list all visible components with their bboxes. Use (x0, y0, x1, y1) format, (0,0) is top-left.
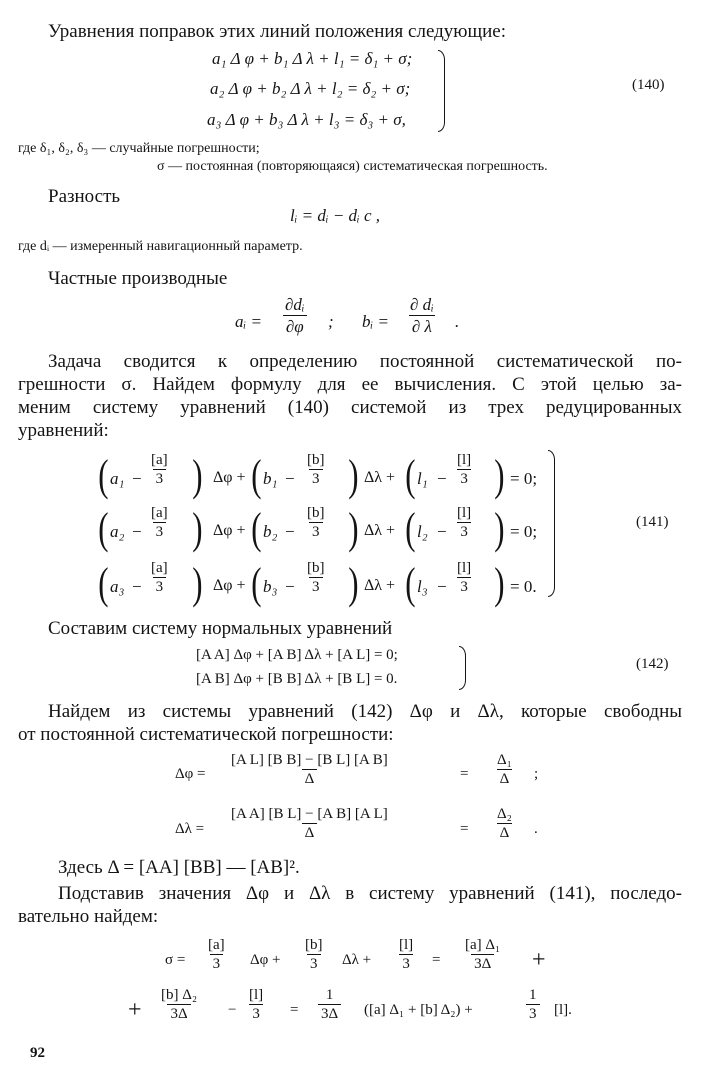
eq141-row3-frac-a-num: [a] (151, 560, 168, 576)
para2-line1: Найдем из системы уравнений (142) Δφ и Δλ, которые свободны (48, 701, 682, 722)
eq141-row1-frac-b (304, 452, 328, 489)
eq141-row2-paren-close-b: ) (348, 504, 359, 553)
eq141-row3-end: = 0. (510, 577, 537, 596)
dphi-frac (228, 752, 391, 789)
dlam-end: . (534, 821, 538, 837)
dphi-frac2 (494, 752, 515, 789)
para1-line1: Задача сводится к определению постоянной систематической по- (48, 351, 682, 372)
eq141-row3-minus-a: − (132, 577, 142, 596)
final1-f4 (462, 937, 503, 974)
para3-line2: вательно найдем: (18, 906, 159, 927)
eq141-row1-dphi: Δφ + (213, 469, 246, 486)
eq141-row3-dphi: Δφ + (213, 577, 246, 594)
eq141-row1-minus-b: − (285, 469, 295, 488)
eq141-row2-dlam: Δλ + (364, 522, 396, 539)
eq141-row2-frac-l-num: [l] (457, 505, 472, 521)
final1-f1 (205, 937, 228, 974)
eq141-row3-paren-open-l: ( (405, 559, 416, 608)
final2-f1-num: [b] Δ₂ (161, 987, 198, 1003)
eq141-row2-l: l₂ (417, 522, 428, 541)
eq141-row2-frac-b-num: [b] (307, 505, 325, 521)
eq141-row2-a: a₂ (110, 522, 125, 541)
delta-definition: Здесь Δ = [AA] [BB] — [AB]². (58, 857, 300, 878)
eq-a-lhs: aᵢ = (235, 312, 262, 331)
normal-title: Составим систему нормальных уравнений (48, 618, 393, 639)
eq141-row3-frac-b (304, 560, 328, 597)
dlam-den: Δ (302, 823, 318, 843)
final2-f1 (158, 987, 200, 1024)
eq141-row1-frac-a (148, 452, 171, 489)
dlam-lhs: Δλ = (175, 821, 205, 837)
eq141-row1-frac-a-num: [a] (151, 452, 168, 468)
final2-f4 (526, 987, 540, 1024)
dlam-eq: = (460, 821, 469, 837)
eq-ab-end: . (455, 312, 460, 331)
eq140-number: (140) (632, 77, 665, 93)
eq141-row3-frac-a (148, 560, 171, 597)
para3-line1: Подставив значения Δφ и Δλ в систему уравнений (141), последо- (58, 883, 682, 904)
eq140-line1: a₁ Δ φ + b₁ Δ λ + l₁ = δ₁ + σ; (212, 49, 413, 68)
eq141-row2-b: b₂ (263, 522, 278, 541)
eq141-row3-frac-l-num: [l] (457, 560, 472, 576)
eq141-row2-minus-a: − (132, 522, 142, 541)
final2-eq: = (290, 1002, 299, 1018)
frac-a-num: ∂dᵢ (285, 295, 305, 314)
dlam-num2: Δ₂ (497, 806, 512, 822)
eq141-row3-frac-l-den: 3 (457, 577, 471, 597)
eq141-row2-frac-a-den: 3 (153, 522, 167, 542)
eq141-row2-frac-b-den: 3 (309, 522, 323, 542)
eq141-row3-l: l₃ (417, 577, 428, 596)
final1-f1-num: [a] (208, 937, 225, 953)
eq141-row1-frac-a-den: 3 (153, 469, 167, 489)
eq141-row1-frac-b-num: [b] (307, 452, 325, 468)
final2-tail: [l]. (554, 1002, 572, 1018)
eq141-row2-frac-a-num: [a] (151, 505, 168, 521)
eq-l: lᵢ = dᵢ − dᵢ c , (290, 206, 381, 225)
dlam-num: [A A] [B L] − [A B] [A L] (231, 806, 388, 822)
final1-lhs: σ = (165, 952, 186, 968)
para1-line2: грешности σ. Найдем формулу для ее вычисления. С этой целью за- (18, 374, 682, 395)
eq141-row3-frac-b-num: [b] (307, 560, 325, 576)
final1-f3-den: 3 (399, 954, 413, 974)
eq141-row2-frac-a (148, 505, 171, 542)
eq141-row3-paren-close-b: ) (348, 559, 359, 608)
eq141-row1-paren-close-b: ) (348, 451, 359, 500)
final2-f2-num: [l] (249, 987, 264, 1003)
frac-b (407, 295, 437, 337)
raznost-label: Разность (48, 186, 121, 207)
eq141-row1-frac-l-num: [l] (457, 452, 472, 468)
final2-f4-den: 3 (526, 1004, 540, 1024)
eq141-brace (548, 450, 555, 597)
frac-b-num: ∂ dᵢ (410, 295, 434, 314)
final2-plus: + (128, 997, 142, 1023)
eq141-row1-frac-b-den: 3 (309, 469, 323, 489)
eq141-row3-frac-l (454, 560, 474, 597)
eq141-row1-b: b₁ (263, 469, 278, 488)
dphi-lhs: Δφ = (175, 766, 206, 782)
eq141-row3-paren-close-l: ) (494, 559, 505, 608)
final1-f4-num: [a] Δ₁ (465, 937, 501, 953)
final1-eq: = (432, 952, 441, 968)
dphi-end: ; (534, 766, 539, 782)
eq141-row1-end: = 0; (510, 469, 538, 488)
where-sigma: σ — постоянная (повторяющаяся) систематическая погрешность. (157, 159, 548, 174)
eq141-row1-frac-l-den: 3 (457, 469, 471, 489)
eq141-row2-paren-open-a: ( (98, 504, 109, 553)
eq141-row3-minus-l: − (437, 577, 447, 596)
dphi-eq: = (460, 766, 469, 782)
dphi-den2: Δ (497, 769, 513, 789)
final2-f3-num: 1 (325, 987, 334, 1003)
eq141-row1-paren-open-l: ( (405, 451, 416, 500)
eq142-line1: [A A] Δφ + [A B] Δλ + [A L] = 0; (196, 647, 398, 663)
dphi-num: [A L] [B B] − [B L] [A B] (231, 752, 388, 768)
eq-b-lhs: bᵢ = (362, 312, 389, 331)
page-number: 92 (30, 1045, 45, 1061)
eq141-row2-minus-l: − (437, 522, 447, 541)
final1-t2: Δλ + (342, 952, 372, 968)
eq141-row1-l: l₁ (417, 469, 428, 488)
eq141-row1-paren-open-a: ( (98, 451, 109, 500)
eq141-row2-paren-open-l: ( (405, 504, 416, 553)
eq141-row2-frac-l-den: 3 (457, 522, 471, 542)
final2-f2 (246, 987, 266, 1024)
eq141-row2-paren-close-a: ) (192, 504, 203, 553)
final1-t1: Δφ + (250, 952, 281, 968)
eq141-row1-paren-close-l: ) (494, 451, 505, 500)
eq141-row3-paren-open-a: ( (98, 559, 109, 608)
eq-ab-sep: ; (328, 312, 334, 331)
eq141-row3-minus-b: − (285, 577, 295, 596)
eq141-row1-minus-a: − (132, 469, 142, 488)
eq141-row2-dphi: Δφ + (213, 522, 246, 539)
dlam-den2: Δ (497, 823, 513, 843)
dphi-den: Δ (302, 769, 318, 789)
eq141-row2-end: = 0; (510, 522, 538, 541)
eq141-row3-dlam: Δλ + (364, 577, 396, 594)
dlam-frac (228, 806, 391, 843)
para1-line3: меним систему уравнений (140) системой из трех редуцированных (18, 397, 682, 418)
eq141-number: (141) (636, 514, 669, 530)
dphi-num2: Δ₁ (497, 752, 512, 768)
eq140-brace (438, 50, 445, 132)
eq141-row2-paren-open-b: ( (251, 504, 262, 553)
eq141-row3-b: b₃ (263, 577, 278, 596)
eq141-row2-minus-b: − (285, 522, 295, 541)
final2-f2-den: 3 (249, 1004, 263, 1024)
final1-f4-den: 3Δ (471, 954, 494, 974)
eq141-row3-frac-a-den: 3 (153, 577, 167, 597)
final1-f3 (396, 937, 416, 974)
eq142-brace (459, 646, 466, 690)
eq141-row1-paren-open-b: ( (251, 451, 262, 500)
final1-f2 (302, 937, 326, 974)
frac-a-den: ∂φ (283, 315, 307, 337)
final2-f4-num: 1 (529, 987, 537, 1003)
eq141-row1-paren-close-a: ) (192, 451, 203, 500)
eq141-row3-paren-close-a: ) (192, 559, 203, 608)
intro-text: Уравнения поправок этих линий положения следующие: (48, 21, 507, 42)
partial-label: Частные производные (48, 268, 228, 289)
final2-f3-den: 3Δ (318, 1004, 341, 1024)
eq141-row1-a: a₁ (110, 469, 125, 488)
eq141-row1-frac-l (454, 452, 474, 489)
eq141-row3-frac-b-den: 3 (309, 577, 323, 597)
final1-f2-num: [b] (305, 937, 323, 953)
where-d: где dᵢ — измеренный навигационный параметр. (18, 239, 303, 254)
frac-a (282, 295, 308, 337)
eq141-row2-frac-l (454, 505, 474, 542)
eq141-row1-dlam: Δλ + (364, 469, 396, 486)
final2-f1-den: 3Δ (167, 1004, 190, 1024)
eq141-row2-paren-close-l: ) (494, 504, 505, 553)
frac-b-den: ∂ λ (409, 315, 435, 337)
final1-plus: + (532, 947, 546, 973)
eq141-row3-paren-open-b: ( (251, 559, 262, 608)
dlam-frac2 (494, 806, 515, 843)
eq141-row3-a: a₃ (110, 577, 125, 596)
eq140-line2: a₂ Δ φ + b₂ Δ λ + l₂ = δ₂ + σ; (210, 79, 411, 98)
final1-f3-num: [l] (399, 937, 414, 953)
eq142-number: (142) (636, 656, 669, 672)
final2-paren: ([a] Δ₁ + [b] Δ₂) + (364, 1002, 473, 1018)
final1-f1-den: 3 (210, 954, 224, 974)
eq141-row2-frac-b (304, 505, 328, 542)
final1-f2-den: 3 (307, 954, 321, 974)
eq140-line3: a₃ Δ φ + b₃ Δ λ + l₃ = δ₃ + σ, (207, 110, 406, 129)
para2-line2: от постоянной систематической погрешности: (18, 724, 394, 745)
eq142-line2: [A B] Δφ + [B B] Δλ + [B L] = 0. (196, 671, 398, 687)
final2-f3 (318, 987, 341, 1024)
final2-minus: − (228, 1002, 237, 1018)
para1-line4: уравнений: (18, 420, 109, 441)
where-deltas: где δ₁, δ₂, δ₃ — случайные погрешности; (18, 141, 260, 156)
eq141-row1-minus-l: − (437, 469, 447, 488)
